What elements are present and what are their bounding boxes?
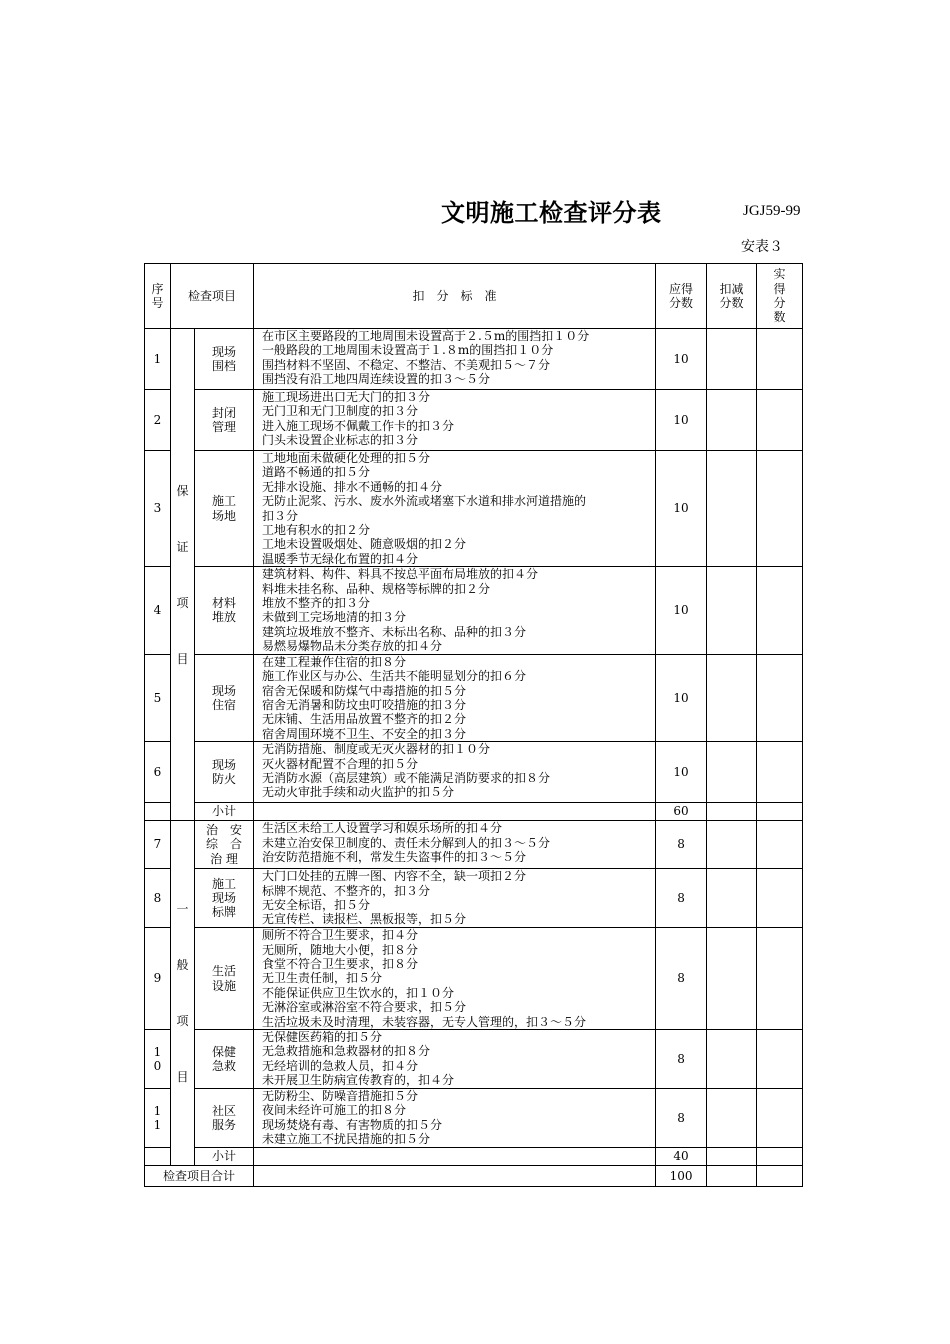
row-full-score: 10	[656, 742, 707, 803]
row-criteria: 大门口处挂的五牌一图、内容不全，缺一项扣２分 标牌不规范、不整齐的，扣３分 无安全标语，扣５分 无宣传栏、读报栏、黑板报等，扣５分	[254, 869, 656, 928]
total-row	[145, 1165, 803, 1186]
row-deduct-score[interactable]	[707, 1029, 757, 1088]
row-actual-score[interactable]	[757, 451, 803, 567]
row-deduct-score[interactable]	[707, 928, 757, 1030]
table-row	[145, 821, 803, 869]
row-deduct-score[interactable]	[707, 451, 757, 567]
row-item: 施工 现场 标牌	[195, 869, 254, 928]
row-criteria: 施工现场进出口无大门的扣３分 无门卫和无门卫制度的扣３分 进入施工现场不佩戴工作卡的扣３分 门头未设置企业标志的扣３分	[254, 390, 656, 451]
row-actual-score[interactable]	[757, 654, 803, 741]
row-criteria: 无消防措施、制度或无灭火器材的扣１０分 灭火器材配置不合理的扣５分 无消防水源（高层建筑）或不能满足消防要求的扣８分 无动火审批手续和动火监护的扣５分	[254, 742, 656, 803]
row-item: 封闭 管理	[195, 390, 254, 451]
row-full-score: 8	[656, 821, 707, 869]
subtotal-label: 小计	[195, 803, 254, 821]
table-row	[145, 567, 803, 654]
row-criteria: 工地地面未做硬化处理的扣５分 道路不畅通的扣５分 无排水设施、排水不通畅的扣４分 无防止泥浆、污水、废水外流或堵塞下水道和排水河道措施的 扣３分 工地有积水的扣２分 工地未设置吸烟处、随意吸烟的扣２分 温暖季节无绿化布置的扣４分	[254, 451, 656, 567]
row-seq: 4	[145, 567, 171, 654]
row-seq: 8	[145, 869, 171, 928]
row-item: 现场 防火	[195, 742, 254, 803]
total-actual[interactable]	[757, 1165, 803, 1186]
row-seq: 5	[145, 654, 171, 741]
row-actual-score[interactable]	[757, 928, 803, 1030]
row-criteria: 建筑材料、构件、料具不按总平面布局堆放的扣４分 料堆未挂名称、品种、规格等标牌的扣２分 堆放不整齐的扣３分 未做到工完场地清的扣３分 建筑垃圾堆放不整齐、未标出名称、品种的扣３分 易燃易爆物品未分类存放的扣４分	[254, 567, 656, 654]
row-deduct-score[interactable]	[707, 390, 757, 451]
table-row	[145, 869, 803, 928]
row-item: 现场 围档	[195, 329, 254, 390]
row-deduct-score[interactable]	[707, 821, 757, 869]
total-label: 检查项目合计	[145, 1165, 254, 1186]
row-item: 现场 住宿	[195, 654, 254, 741]
header-full-score: 应得 分数	[656, 264, 707, 329]
row-deduct-score[interactable]	[707, 742, 757, 803]
row-deduct-score[interactable]	[707, 567, 757, 654]
header-item: 检查项目	[171, 264, 254, 329]
standard-code: JGJ59-99	[743, 203, 801, 219]
row-deduct-score[interactable]	[707, 654, 757, 741]
row-actual-score[interactable]	[757, 329, 803, 390]
row-full-score: 8	[656, 1029, 707, 1088]
total-criteria	[254, 1165, 656, 1186]
subtotal-actual[interactable]	[757, 1147, 803, 1165]
subtotal-criteria	[254, 1147, 656, 1165]
row-full-score: 10	[656, 567, 707, 654]
row-seq: 1 0	[145, 1029, 171, 1088]
row-criteria: 厕所不符合卫生要求，扣４分 无厕所，随地大小便，扣８分 食堂不符合卫生要求，扣８分 无卫生责任制，扣５分 不能保证供应卫生饮水的，扣１０分 无淋浴室或淋浴室不符合要求，扣５分 生活垃圾未及时清理，未装容器，无专人管理的，扣３～５分	[254, 928, 656, 1030]
header-row	[145, 264, 803, 329]
row-item: 施工 场地	[195, 451, 254, 567]
table-number: 安表３	[741, 239, 783, 255]
table-row	[145, 1029, 803, 1088]
row-deduct-score[interactable]	[707, 329, 757, 390]
row-criteria: 在建工程兼作住宿的扣８分 施工作业区与办公、生活共不能明显划分的扣６分 宿舍无保暖和防煤气中毒措施的扣５分 宿舍无消暑和防坟虫叮咬措施的扣３分 无床铺、生活用品放置不整齐的扣２分 宿舍周围环境不卫生、不安全的扣３分	[254, 654, 656, 741]
subtotal-criteria	[254, 803, 656, 821]
page-title: 文明施工检查评分表	[441, 199, 662, 227]
table-row	[145, 1088, 803, 1147]
row-actual-score[interactable]	[757, 1088, 803, 1147]
row-full-score: 10	[656, 329, 707, 390]
header-actual-score: 实 得 分 数	[757, 264, 803, 329]
subtotal-seq	[145, 803, 171, 821]
header-deduct-score: 扣减 分数	[707, 264, 757, 329]
row-actual-score[interactable]	[757, 821, 803, 869]
header-seq: 序 号	[145, 264, 171, 329]
row-item: 社区 服务	[195, 1088, 254, 1147]
subtotal-score: 40	[656, 1147, 707, 1165]
row-full-score: 10	[656, 654, 707, 741]
row-actual-score[interactable]	[757, 390, 803, 451]
row-item: 生活 设施	[195, 928, 254, 1030]
subtotal-score: 60	[656, 803, 707, 821]
table-row	[145, 742, 803, 803]
table-row	[145, 390, 803, 451]
subtotal-deduct[interactable]	[707, 1147, 757, 1165]
subtotal-row	[145, 803, 803, 821]
total-score: 100	[656, 1165, 707, 1186]
row-actual-score[interactable]	[757, 1029, 803, 1088]
group-guarantee: 保 证 项 目	[171, 329, 195, 821]
row-deduct-score[interactable]	[707, 1088, 757, 1147]
row-criteria: 在市区主要路段的工地周围未设置高于２.５m的围挡扣１０分 一般路段的工地周围未设置高于１.８m的围挡扣１０分 围挡材料不坚固、不稳定、不整洁、不美观扣５～７分 围挡没有沿工地四周连续设置的扣３～５分	[254, 329, 656, 390]
group-general: 一 般 项 目	[171, 821, 195, 1166]
scoring-table	[144, 263, 803, 1187]
row-deduct-score[interactable]	[707, 869, 757, 928]
row-actual-score[interactable]	[757, 742, 803, 803]
row-actual-score[interactable]	[757, 567, 803, 654]
row-criteria: 无保健医药箱的扣５分 无急救措施和急救器材的扣８分 无经培训的急救人员，扣４分 未开展卫生防病宣传教育的，扣４分	[254, 1029, 656, 1088]
row-full-score: 8	[656, 928, 707, 1030]
row-item: 保健 急救	[195, 1029, 254, 1088]
row-seq: 9	[145, 928, 171, 1030]
total-deduct[interactable]	[707, 1165, 757, 1186]
subtotal-row	[145, 1147, 803, 1165]
table-row	[145, 451, 803, 567]
table-row	[145, 329, 803, 390]
subtotal-label: 小计	[195, 1147, 254, 1165]
table-row	[145, 928, 803, 1030]
subtotal-seq	[145, 1147, 171, 1165]
row-item: 治 安 综 合 治 理	[195, 821, 254, 869]
row-actual-score[interactable]	[757, 869, 803, 928]
table-row	[145, 654, 803, 741]
header-criteria: 扣 分 标 准	[254, 264, 656, 329]
row-seq: 7	[145, 821, 171, 869]
row-full-score: 8	[656, 869, 707, 928]
subtotal-actual[interactable]	[757, 803, 803, 821]
row-criteria: 生活区未给工人设置学习和娱乐场所的扣４分 未建立治安保卫制度的、责任未分解到人的扣３～５分 治安防范措施不利，常发生失盗事件的扣３～５分	[254, 821, 656, 869]
row-item: 材料 堆放	[195, 567, 254, 654]
row-seq: 6	[145, 742, 171, 803]
row-seq: 2	[145, 390, 171, 451]
row-seq: 1 1	[145, 1088, 171, 1147]
row-seq: 3	[145, 451, 171, 567]
row-full-score: 10	[656, 451, 707, 567]
row-criteria: 无防粉尘、防噪音措施扣５分 夜间未经许可施工的扣８分 现场焚烧有毒、有害物质的扣５分 未建立施工不扰民措施的扣５分	[254, 1088, 656, 1147]
subtotal-deduct[interactable]	[707, 803, 757, 821]
row-seq: 1	[145, 329, 171, 390]
row-full-score: 8	[656, 1088, 707, 1147]
row-full-score: 10	[656, 390, 707, 451]
